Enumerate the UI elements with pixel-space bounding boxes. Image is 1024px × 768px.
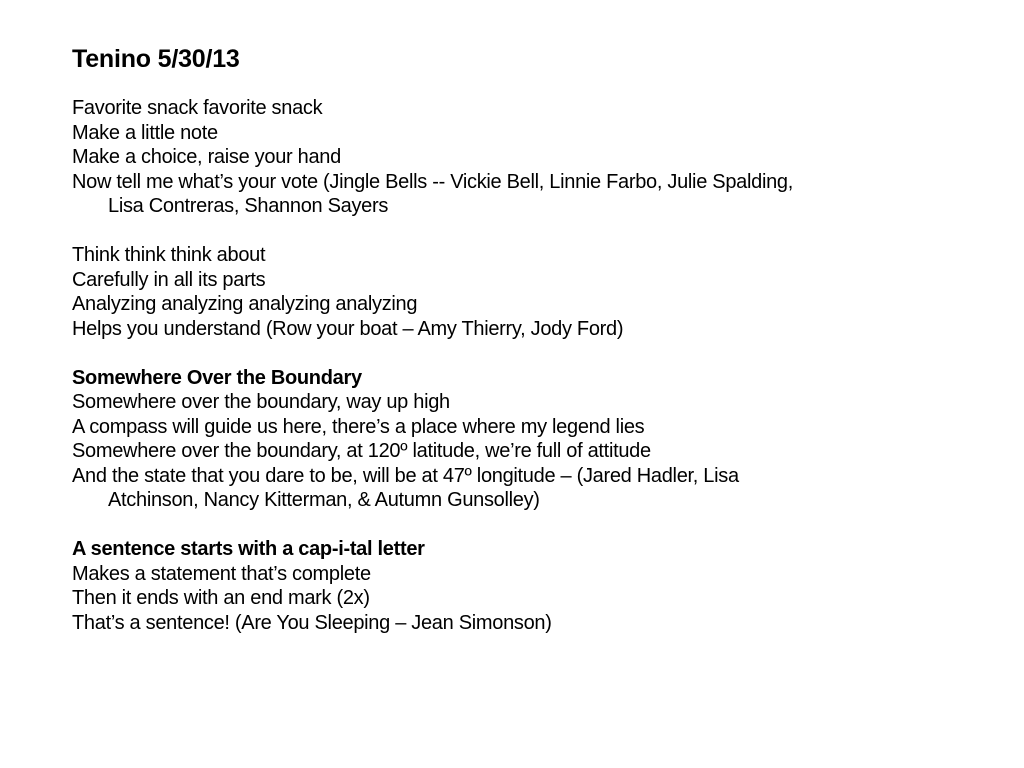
stanza-line: Helps you understand (Row your boat – Amy Thierry, Jody Ford) [72, 317, 624, 340]
stanza-line: Somewhere over the boundary, way up high [72, 391, 450, 413]
stanza-favorite-snack [72, 96, 972, 219]
stanza-line: Make a choice, raise your hand [72, 146, 341, 168]
stanza-line-continuation: Atchinson, Nancy Kitterman, & Autumn Gunsolley) [108, 489, 540, 511]
stanza-line: And the state that you dare to be, will be at 47º longitude – (Jared Hadler, Lisa [72, 464, 739, 487]
stanza-line: Carefully in all its parts [72, 268, 266, 291]
stanza-line: Makes a statement that’s complete [72, 562, 371, 585]
stanza-line-continuation: Lisa Contreras, Shannon Sayers [108, 195, 389, 217]
stanza-line: That’s a sentence! (Are You Sleeping – Jean Simonson) [72, 611, 552, 634]
slide-content [72, 42, 972, 660]
stanza-line: Analyzing analyzing analyzing analyzing [72, 293, 418, 315]
stanza-line: Think think think about [72, 244, 266, 266]
slide-title: Tenino 5/30/13 [72, 45, 240, 73]
stanza-heading: A sentence starts with a cap-i-tal letter [72, 538, 425, 560]
stanza-line: A compass will guide us here, there’s a place where my legend lies [72, 415, 645, 438]
stanza-boundary [72, 366, 972, 513]
stanza-think [72, 243, 972, 341]
stanza-line: Somewhere over the boundary, at 120º latitude, we’re full of attitude [72, 440, 651, 462]
stanza-sentence [72, 537, 972, 635]
stanza-line: Make a little note [72, 121, 218, 144]
stanza-line: Then it ends with an end mark (2x) [72, 587, 370, 609]
stanza-heading: Somewhere Over the Boundary [72, 366, 362, 389]
stanza-line: Now tell me what’s your vote (Jingle Bells -- Vickie Bell, Linnie Farbo, Julie Spalding, [72, 170, 793, 193]
stanza-line: Favorite snack favorite snack [72, 97, 323, 119]
